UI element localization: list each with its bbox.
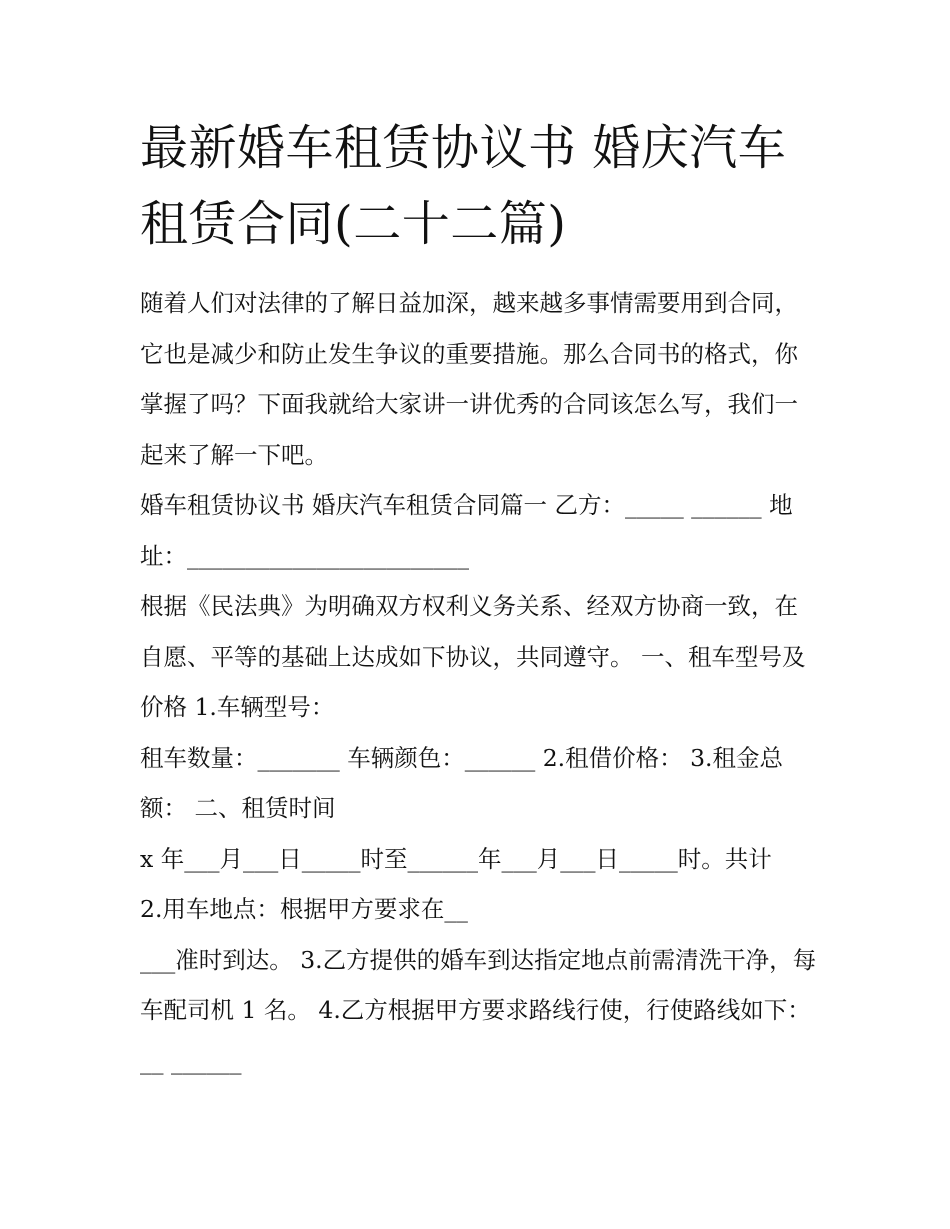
- paragraph-arrival-route: ___准时到达。 3.乙方提供的婚车到达指定地点前需清洗干净，每车配司机 1 名。 4.乙方根据甲方要求路线行使，行使路线如下：__ ______: [140, 945, 817, 1075]
- paragraph-quantity-price: 租车数量：_______ 车辆颜色：______ 2.租借价格： 3.租金总额： 二、租赁时间: [140, 743, 784, 822]
- paragraph-intro: 随着人们对法律的了解日益加深，越来越多事情需要用到合同，它也是减少和防止发生争议的重要措施。那么合同书的格式，你掌握了吗？下面我就给大家讲一讲优秀的合同该怎么写，我们一起来了解一下吧。: [140, 289, 798, 469]
- paragraph-agreement: 根据《民法典》为明确双方权利义务关系、经双方协商一致，在自愿、平等的基础上达成如下协议，共同遵守。 一、租车型号及价格 1.车辆型号：: [140, 592, 806, 721]
- document-title: 最新婚车租赁协议书 婚庆汽车租赁合同(二十二篇): [140, 120, 787, 252]
- paragraph-party-b: 婚车租赁协议书 婚庆汽车租赁合同篇一 乙方：_____ ______ 地址：________________________: [140, 491, 793, 570]
- paragraph-location: 2.用车地点：根据甲方要求在__: [140, 895, 468, 923]
- document-body: [140, 278, 820, 1086]
- paragraph-rental-time: x 年___月___日_____时至______年___月___日_____时。共计: [140, 844, 772, 873]
